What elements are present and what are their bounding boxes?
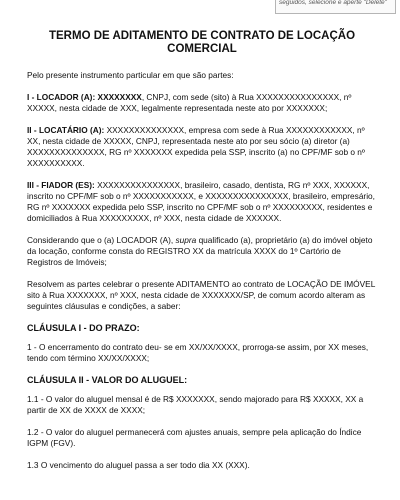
fiador-text: XXXXXXXXXXXXXXX, brasileiro, casado, dentista, RG nº XXX, XXXXXX, inscrito no CPF/MF sob o nº XXXXXXXXXXX, e XXXXXXXXXXXXXXX, brasileiro, empresário, RG nº XXXXXXX expedida pelo SSP, inscrito no CPF/MF sob o nº XXXXXXXXX, residentes e domiciliados à Rua XXXXXXXXX, nº XXX, nesta cidade de XXXXXX. (27, 180, 375, 223)
document-title (27, 30, 377, 56)
locador-name: XXXXXXXX (97, 92, 142, 102)
considerando-part1: Considerando que o (a) LOCADOR (A), (27, 235, 176, 245)
clausula-2-item-2: 1.2 - O valor do aluguel permanecerá com ajustes anuais, sempre pela aplicação do Índice IGPM (FGV). (27, 427, 362, 448)
instruction-note: seguidos, selecione e aperte "Delete" (275, 0, 396, 14)
title-line-2: COMERCIAL (167, 43, 237, 55)
locador-label: I - LOCADOR (A): (27, 92, 96, 102)
considerando-paragraph (27, 235, 377, 268)
considerando-italic: supra (175, 235, 197, 245)
title-line-1: TERMO DE ADITAMENTO DE CONTRATO DE LOCAÇÃO (48, 30, 356, 42)
intro-paragraph: Pelo presente instrumento particular em que são partes: (27, 70, 234, 80)
locataria-text: XXXXXXXXXXXXXX, empresa com sede à Rua XXXXXXXXXXXX, nº XX, nesta cidade de XXXXX, CNPJ, representada neste ato por seu sócio (a) diretor (a) XXXXXXXXXXXXXX, RG nº XXXXXXX expedida pela SSP, inscrito (a) no CPF/MF sob o nº XXXXXXXXXX. (27, 125, 365, 168)
clausula-2-title: CLÁUSULA II - VALOR DO ALUGUEL: (27, 375, 188, 385)
considerando-part2: qualificado (a), proprietário (a) do imóvel objeto da locação, conforme consta do REGISTRO XX da matrícula XXXX do 1º Cartório de Registros de Imóveis; (27, 235, 373, 267)
fiador-label: III - FIADOR (ES): (27, 180, 95, 190)
locador-paragraph (27, 92, 377, 114)
clausula-2-item-1: 1.1 - O valor do aluguel mensal é de R$ XXXXXXX, sendo majorado para R$ XXXXX, XX a partir de XX de XXXX de XXXX; (27, 394, 364, 415)
resolvem-paragraph: Resolvem as partes celebrar o presente ADITAMENTO ao contrato de LOCAÇÃO DE IMÓVEL sito à Rua XXXXXXX, nº XXX, nesta cidade de XXXXXXX/SP, de comum acordo alteram as seguintes cláusulas e condições, a saber: (27, 279, 375, 311)
clausula-2-item-3: 1.3 O vencimento do aluguel passa a ser todo dia XX (XXX). (27, 460, 250, 470)
clausula-1-title: CLÁUSULA I - DO PRAZO: (27, 323, 140, 333)
locataria-paragraph (27, 125, 377, 169)
clausula-1-text: 1 - O encerramento do contrato deu- se em XX/XX/XXXX, prorroga-se assim, por XX meses, tendo com término XX/XX/XXXX; (27, 342, 369, 363)
fiador-paragraph (27, 180, 377, 224)
locataria-label: II - LOCATÁRIO (A): (27, 125, 105, 135)
locador-text: , CNPJ, com sede (sito) à Rua XXXXXXXXXXXXXXX, nº XXXXX, nesta cidade de XXX, legalmente representada neste ato por XXXXXXX; (27, 92, 352, 113)
document-body (27, 30, 377, 482)
